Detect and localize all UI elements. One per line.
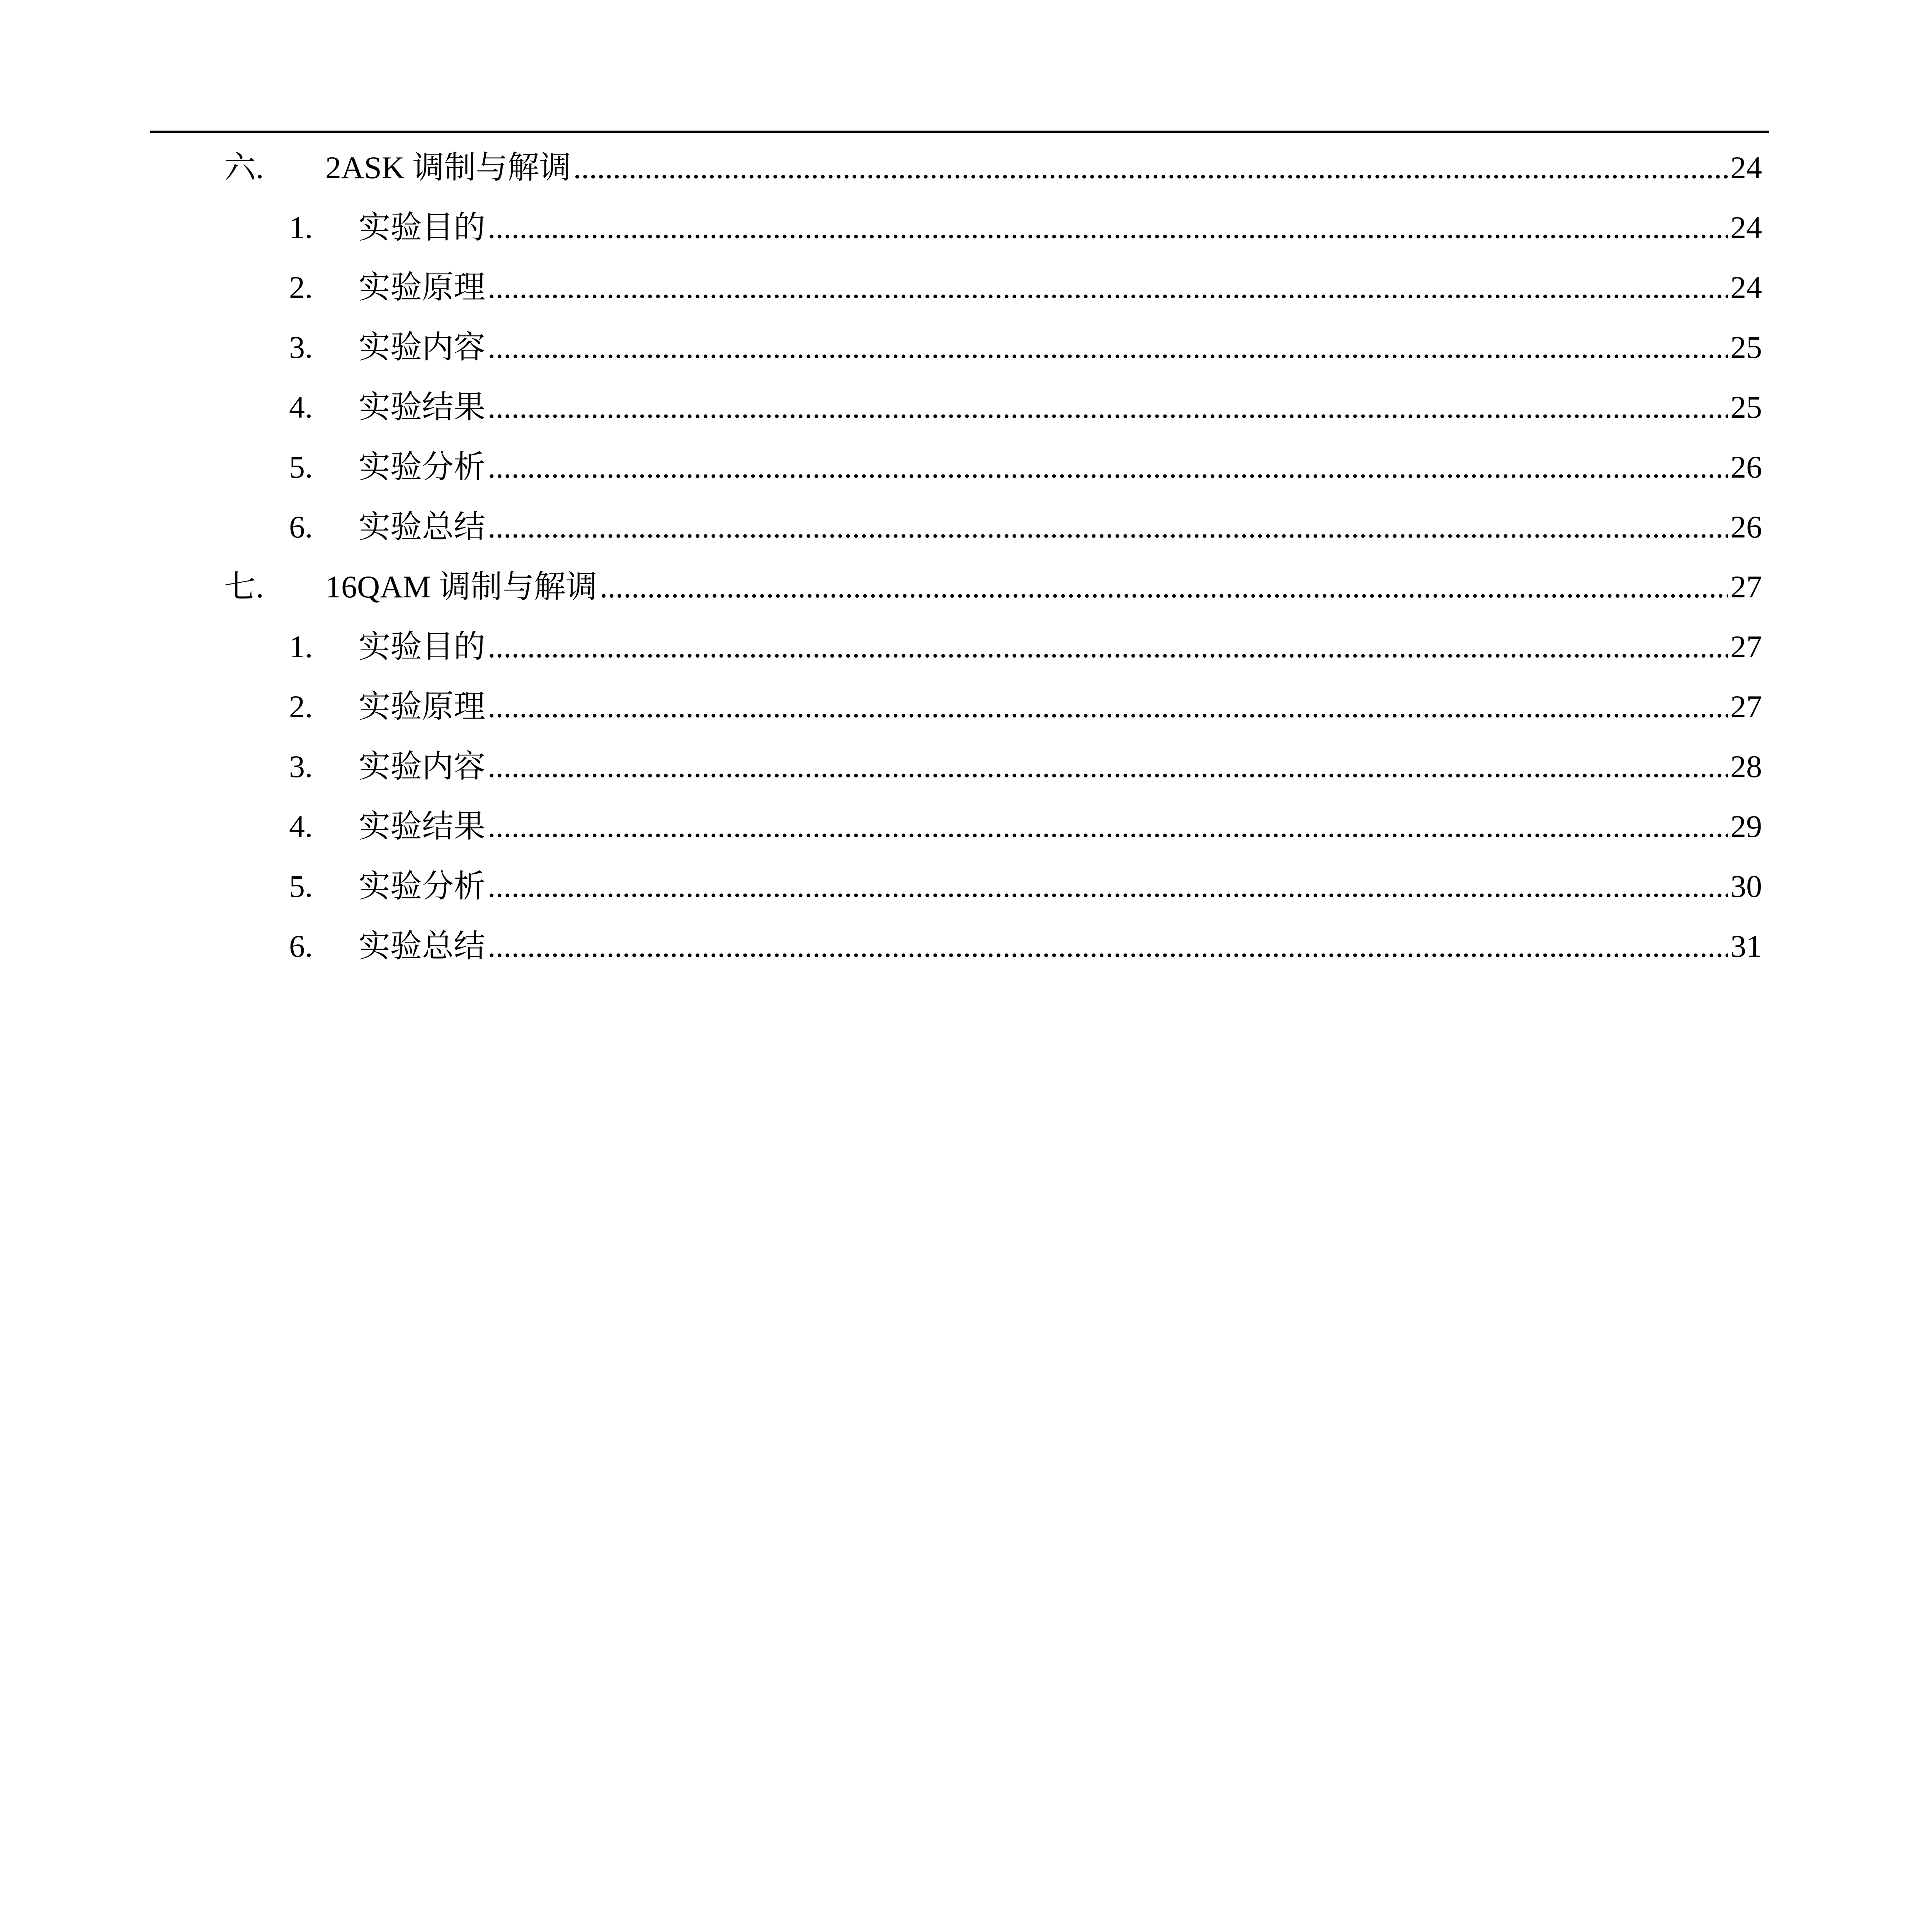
toc-entry-title: 实验目的: [359, 629, 486, 664]
toc-dot-leader: [488, 803, 1728, 850]
toc-entry-section[interactable]: [289, 504, 1762, 550]
toc-entry-title: 实验目的: [359, 210, 486, 245]
toc-dot-leader: [488, 624, 1728, 670]
toc-dot-leader: [600, 564, 1728, 610]
toc-entry-title: 16QAM 调制与解调: [325, 569, 597, 604]
toc-entry-section[interactable]: [289, 684, 1762, 730]
toc-dot-leader: [573, 145, 1728, 191]
toc-entry-page: 29: [1730, 809, 1762, 844]
toc-dot-leader: [488, 743, 1728, 790]
toc-entry-title: 实验结果: [359, 389, 486, 425]
toc-entry-page: 28: [1730, 749, 1762, 784]
toc-entry-number: 3.: [289, 749, 313, 784]
toc-dot-leader: [488, 504, 1728, 550]
toc-entry-number: 6.: [289, 929, 313, 964]
toc-entry-page: 27: [1730, 629, 1762, 664]
toc-entry-number: 七.: [224, 569, 264, 604]
toc-entry-title: 实验原理: [359, 689, 486, 724]
toc-entry-number: 六.: [224, 150, 264, 185]
toc-entry-number: 2.: [289, 689, 313, 724]
toc-entry-section[interactable]: [289, 264, 1762, 311]
toc-entry-page: 26: [1730, 509, 1762, 544]
toc-entry-section[interactable]: [289, 743, 1762, 790]
toc-entry-page: 26: [1730, 449, 1762, 485]
toc-entry-title: 实验分析: [359, 869, 486, 904]
toc-entry-section[interactable]: [289, 863, 1762, 910]
toc-entry-number: 6.: [289, 509, 313, 544]
toc-entry-title: 实验总结: [359, 929, 486, 964]
toc-entry-number: 4.: [289, 389, 313, 425]
toc-entry-number: 5.: [289, 449, 313, 485]
toc-entry-page: 31: [1730, 929, 1762, 964]
toc-dot-leader: [488, 384, 1728, 430]
toc-entry-number: 2.: [289, 270, 313, 305]
toc-entry-page: 25: [1730, 330, 1762, 365]
toc-entry-page: 24: [1730, 270, 1762, 305]
toc-entry-title: 2ASK 调制与解调: [325, 150, 571, 185]
toc-entry-section[interactable]: [289, 204, 1762, 251]
toc-dot-leader: [488, 863, 1728, 910]
toc-entry-page: 24: [1730, 150, 1762, 185]
toc-entry-chapter-7[interactable]: [224, 564, 1762, 610]
toc-entry-title: 实验结果: [359, 809, 486, 844]
toc-dot-leader: [488, 684, 1728, 730]
toc-entry-title: 实验内容: [359, 330, 486, 365]
toc-entry-title: 实验总结: [359, 509, 486, 544]
toc-entry-number: 1.: [289, 629, 313, 664]
toc-entry-section[interactable]: [289, 444, 1762, 490]
toc-entry-page: 27: [1730, 569, 1762, 604]
toc-entry-title: 实验原理: [359, 270, 486, 305]
toc-entry-section[interactable]: [289, 923, 1762, 969]
toc-entry-section[interactable]: [289, 624, 1762, 670]
toc-dot-leader: [488, 204, 1728, 251]
toc-entry-title: 实验内容: [359, 749, 486, 784]
toc-entry-page: 25: [1730, 389, 1762, 425]
toc-dot-leader: [488, 324, 1728, 371]
toc-entry-section[interactable]: [289, 384, 1762, 430]
toc-dot-leader: [488, 444, 1728, 490]
header-rule: [150, 131, 1769, 133]
toc-entry-number: 5.: [289, 869, 313, 904]
toc-entry-section[interactable]: [289, 324, 1762, 371]
toc-entry-section[interactable]: [289, 803, 1762, 850]
toc-entry-number: 3.: [289, 330, 313, 365]
toc-entry-page: 30: [1730, 869, 1762, 904]
toc-entry-number: 1.: [289, 210, 313, 245]
toc-entry-chapter-6[interactable]: [224, 145, 1762, 191]
toc-entry-page: 24: [1730, 210, 1762, 245]
toc-entry-number: 4.: [289, 809, 313, 844]
toc-entry-title: 实验分析: [359, 449, 486, 485]
toc-dot-leader: [488, 923, 1728, 969]
toc-dot-leader: [488, 264, 1728, 311]
toc-entry-page: 27: [1730, 689, 1762, 724]
